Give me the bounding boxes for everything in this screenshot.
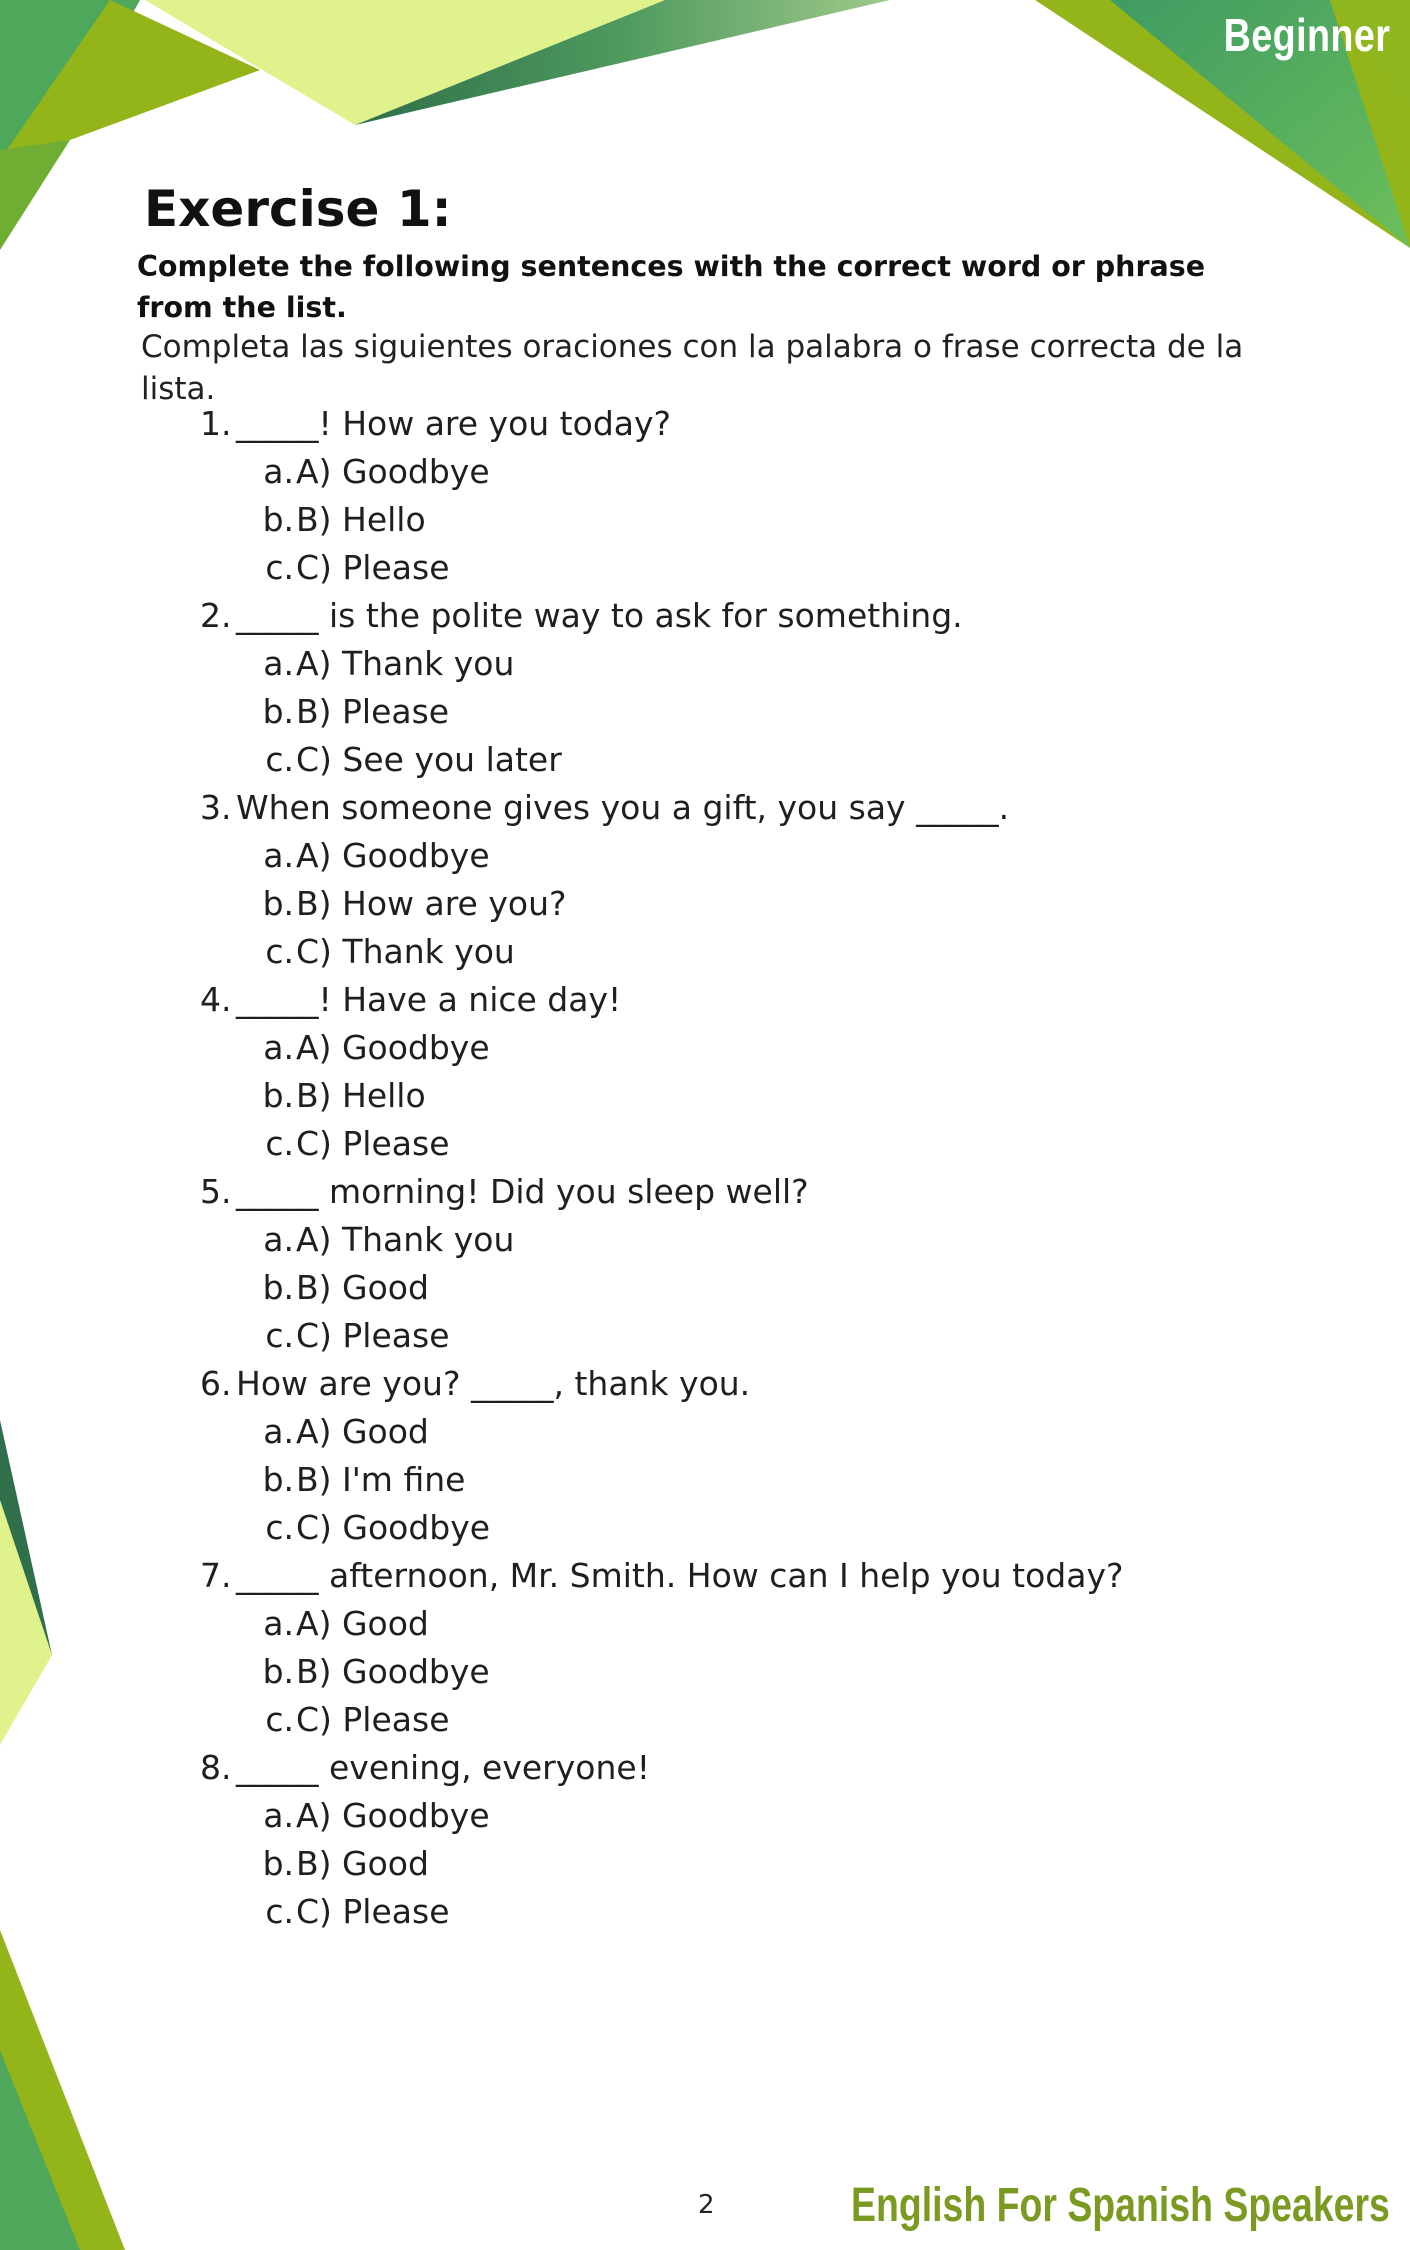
question-text: _____! Have a nice day! bbox=[236, 980, 622, 1019]
question-text: When someone gives you a gift, you say _____. bbox=[236, 788, 1010, 827]
option-letter: a. bbox=[263, 1412, 294, 1451]
option-text: B) Goodbye bbox=[296, 1652, 490, 1691]
option-letter: b. bbox=[262, 1652, 294, 1691]
option-text: B) Hello bbox=[296, 500, 426, 539]
option-text: A) Thank you bbox=[296, 644, 515, 683]
option-item bbox=[200, 640, 1300, 688]
option-list bbox=[200, 1408, 1300, 1552]
option-text: A) Good bbox=[296, 1604, 429, 1643]
question-number: 3. bbox=[200, 788, 232, 827]
option-letter: b. bbox=[262, 1460, 294, 1499]
option-item bbox=[200, 1840, 1300, 1888]
option-item bbox=[200, 880, 1300, 928]
option-letter: a. bbox=[263, 1220, 294, 1259]
question-text: _____ evening, everyone! bbox=[236, 1748, 650, 1787]
option-text: B) Please bbox=[296, 692, 450, 731]
top-left-triangle-dark bbox=[0, 140, 70, 250]
question-item bbox=[200, 1744, 1300, 1936]
option-letter: b. bbox=[262, 692, 294, 731]
option-letter: c. bbox=[265, 740, 294, 779]
option-item bbox=[200, 688, 1300, 736]
question-item bbox=[200, 1552, 1300, 1744]
question-number: 1. bbox=[200, 404, 232, 443]
option-letter: c. bbox=[265, 1316, 294, 1355]
option-text: C) Please bbox=[296, 1892, 450, 1931]
option-letter: b. bbox=[262, 884, 294, 923]
question-number: 6. bbox=[200, 1364, 232, 1403]
option-text: B) How are you? bbox=[296, 884, 567, 923]
option-text: A) Good bbox=[296, 1412, 429, 1451]
option-list bbox=[200, 1600, 1300, 1744]
instruction-english: Complete the following sentences with the correct word or phrase from the list. bbox=[137, 250, 1206, 324]
option-item bbox=[200, 1216, 1300, 1264]
option-item bbox=[200, 1888, 1300, 1936]
question-item bbox=[200, 1360, 1300, 1552]
option-text: C) Please bbox=[296, 548, 450, 587]
question-text: _____ morning! Did you sleep well? bbox=[236, 1172, 809, 1211]
option-item bbox=[200, 1504, 1300, 1552]
option-item bbox=[200, 1408, 1300, 1456]
option-item bbox=[200, 928, 1300, 976]
question-number: 5. bbox=[200, 1172, 232, 1211]
option-item bbox=[200, 1024, 1300, 1072]
instruction-spanish: Completa las siguientes oraciones con la palabra o frase correcta de la lista. bbox=[141, 329, 1244, 407]
question-list bbox=[200, 400, 1300, 1936]
option-letter: c. bbox=[265, 548, 294, 587]
question-number: 7. bbox=[200, 1556, 232, 1595]
option-list bbox=[200, 832, 1300, 976]
option-list bbox=[200, 448, 1300, 592]
option-text: C) Please bbox=[296, 1124, 450, 1163]
option-text: C) Thank you bbox=[296, 932, 515, 971]
option-letter: c. bbox=[265, 1700, 294, 1739]
option-letter: a. bbox=[263, 1796, 294, 1835]
option-list bbox=[200, 1216, 1300, 1360]
option-text: B) Hello bbox=[296, 1076, 426, 1115]
question-text: _____! How are you today? bbox=[236, 404, 672, 443]
option-item bbox=[200, 544, 1300, 592]
question-number: 2. bbox=[200, 596, 232, 635]
question-text: _____ is the polite way to ask for something. bbox=[236, 596, 963, 635]
question-text: How are you? _____, thank you. bbox=[236, 1364, 751, 1403]
option-letter: c. bbox=[265, 932, 294, 971]
option-item bbox=[200, 1312, 1300, 1360]
option-text: A) Goodbye bbox=[296, 1796, 490, 1835]
option-item bbox=[200, 832, 1300, 880]
option-letter: a. bbox=[263, 644, 294, 683]
option-item bbox=[200, 1072, 1300, 1120]
option-letter: a. bbox=[263, 1604, 294, 1643]
question-item bbox=[200, 1168, 1300, 1360]
option-text: B) I'm fine bbox=[296, 1460, 466, 1499]
option-text: A) Thank you bbox=[296, 1220, 515, 1259]
option-text: A) Goodbye bbox=[296, 836, 490, 875]
option-item bbox=[200, 736, 1300, 784]
option-item bbox=[200, 1120, 1300, 1168]
option-item bbox=[200, 1600, 1300, 1648]
option-letter: a. bbox=[263, 1028, 294, 1067]
option-text: C) Goodbye bbox=[296, 1508, 491, 1547]
option-text: A) Goodbye bbox=[296, 1028, 490, 1067]
option-letter: c. bbox=[265, 1124, 294, 1163]
option-list bbox=[200, 640, 1300, 784]
question-item bbox=[200, 592, 1300, 784]
option-text: B) Good bbox=[296, 1268, 429, 1307]
option-letter: b. bbox=[262, 1076, 294, 1115]
question-item bbox=[200, 976, 1300, 1168]
question-text: _____ afternoon, Mr. Smith. How can I help you today? bbox=[236, 1556, 1124, 1595]
option-text: A) Goodbye bbox=[296, 452, 490, 491]
exercise-title: Exercise 1: bbox=[144, 180, 452, 238]
question-number: 4. bbox=[200, 980, 232, 1019]
option-letter: c. bbox=[265, 1892, 294, 1931]
option-letter: b. bbox=[262, 500, 294, 539]
option-text: C) Please bbox=[296, 1316, 450, 1355]
option-item bbox=[200, 448, 1300, 496]
option-text: B) Good bbox=[296, 1844, 429, 1883]
question-number: 8. bbox=[200, 1748, 232, 1787]
option-item bbox=[200, 1696, 1300, 1744]
option-letter: a. bbox=[263, 836, 294, 875]
option-letter: b. bbox=[262, 1268, 294, 1307]
option-text: C) See you later bbox=[296, 740, 562, 779]
option-item bbox=[200, 1264, 1300, 1312]
option-item bbox=[200, 1792, 1300, 1840]
footer-brand: English For Spanish Speakers bbox=[851, 2179, 1390, 2232]
option-text: C) Please bbox=[296, 1700, 450, 1739]
option-list bbox=[200, 1024, 1300, 1168]
question-item bbox=[200, 400, 1300, 592]
option-list bbox=[200, 1792, 1300, 1936]
option-item bbox=[200, 1648, 1300, 1696]
question-item bbox=[200, 784, 1300, 976]
option-item bbox=[200, 496, 1300, 544]
option-letter: c. bbox=[265, 1508, 294, 1547]
option-item bbox=[200, 1456, 1300, 1504]
level-badge: Beginner bbox=[1223, 9, 1390, 61]
page-number: 2 bbox=[698, 2190, 715, 2220]
option-letter: a. bbox=[263, 452, 294, 491]
option-letter: b. bbox=[262, 1844, 294, 1883]
